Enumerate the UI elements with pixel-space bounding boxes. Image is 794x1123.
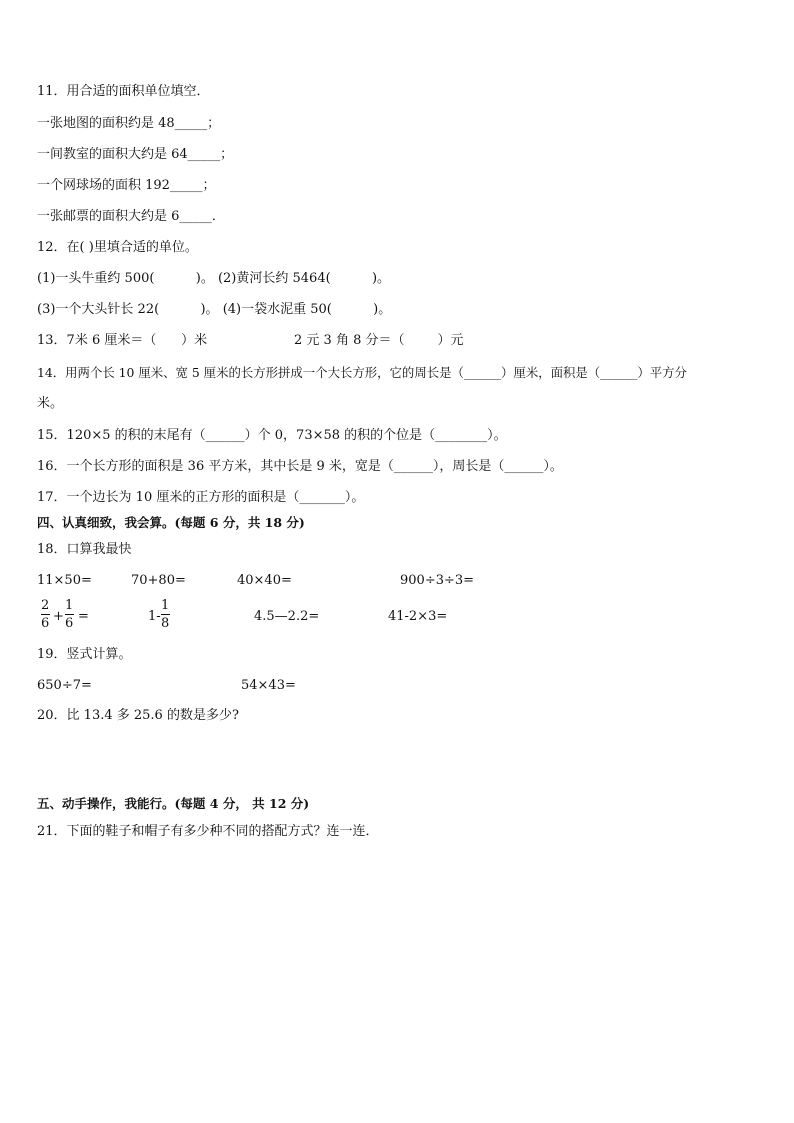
fraction-numerator: 1 xyxy=(161,598,170,613)
q18-title: 18．口算我最快 xyxy=(37,542,132,557)
q19-item-1: 650÷7= xyxy=(37,678,92,693)
fraction-denominator: 6 xyxy=(65,616,74,631)
q12-row-2: (3)一个大头针长 22( )。 (4)一袋水泥重 50( )。 xyxy=(37,302,392,317)
fraction-bar xyxy=(65,614,74,615)
fraction-numerator: 2 xyxy=(41,598,50,613)
q11-item-2: 一间教室的面积大约是 64_____； xyxy=(37,147,234,162)
q18-item-7: 4.5—2.2= xyxy=(254,609,320,624)
q13-part-2: 2 元 3 角 8 分＝（ ）元 xyxy=(294,333,464,348)
section-4-heading: 四、认真细致，我会算。(每题 6 分，共 18 分) xyxy=(37,515,305,530)
fraction-1-6 xyxy=(64,598,74,631)
q20-text: 20．比 13.4 多 25.6 的数是多少? xyxy=(37,708,239,723)
q11-item-1: 一张地图的面积约是 48_____； xyxy=(37,116,221,131)
q17-text: 17．一个边长为 10 厘米的正方形的面积是（_______）。 xyxy=(37,490,365,505)
minus-lead: 1- xyxy=(148,609,161,624)
fraction-bar xyxy=(41,614,50,615)
q21-text: 21．下面的鞋子和帽子有多少种不同的搭配方式？连一连． xyxy=(37,824,379,839)
fraction-2-6 xyxy=(40,598,50,631)
q11-item-4: 一张邮票的面积大约是 6_____． xyxy=(37,209,225,224)
plus-sign: + xyxy=(53,609,64,624)
q18-item-4: 900÷3÷3= xyxy=(400,573,475,588)
q12-row-1: (1)一头牛重约 500( )。 (2)黄河长约 5464( )。 xyxy=(37,271,391,286)
section-5-heading: 五、动手操作，我能行。(每题 4 分， 共 12 分) xyxy=(37,796,310,811)
q12-title: 12．在( )里填合适的单位。 xyxy=(37,240,198,255)
fraction-bar xyxy=(161,614,170,615)
fraction-denominator: 8 xyxy=(161,616,170,631)
q13-part-1: 13．7米 6 厘米＝（ ）米 xyxy=(37,333,208,348)
q19-title: 19．竖式计算。 xyxy=(37,647,132,662)
q18-item-3: 40×40= xyxy=(237,573,292,588)
q18-item-1: 11×50= xyxy=(37,573,92,588)
q14-line-2: 米。 xyxy=(37,396,64,411)
q19-item-2: 54×43= xyxy=(241,678,296,693)
q11-item-3: 一个网球场的面积 192_____； xyxy=(37,178,216,193)
equals-sign: = xyxy=(78,609,89,624)
fraction-1-8 xyxy=(160,598,170,631)
q15-text: 15．120×5 的积的末尾有（______）个 0，73×58 的积的个位是（________）。 xyxy=(37,428,507,443)
q14-line-1: 14．用两个长 10 厘米、宽 5 厘米的长方形拼成一个大长方形，它的周长是（______）厘米，面积是（______）平方分 xyxy=(37,365,687,380)
fraction-denominator: 6 xyxy=(41,616,50,631)
fraction-numerator: 1 xyxy=(65,598,74,613)
q18-item-2: 70+80= xyxy=(131,573,186,588)
q16-text: 16．一个长方形的面积是 36 平方米，其中长是 9 米，宽是（______），周长是（______）。 xyxy=(37,459,563,474)
q11-title: 11．用合适的面积单位填空． xyxy=(37,84,210,99)
q18-item-8: 41-2×3= xyxy=(388,609,448,624)
